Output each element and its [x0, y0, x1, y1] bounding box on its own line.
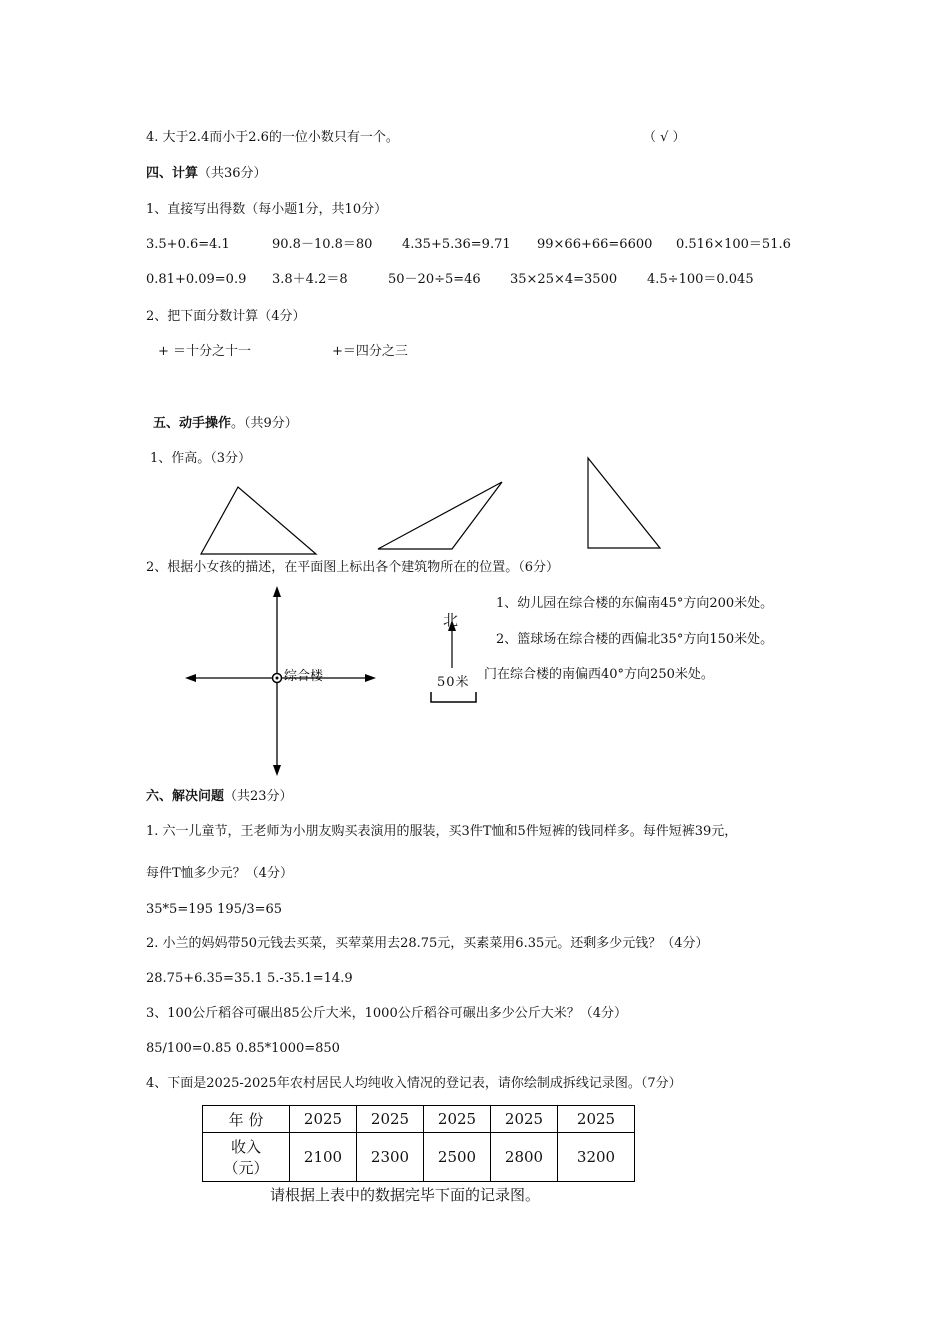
problem-3-answer: 85/100=0.85 0.85*1000=850	[146, 1041, 340, 1056]
calc-item: 4.5÷100＝0.045	[647, 272, 754, 287]
problem-2-text: 2. 小兰的妈妈带50元钱去买菜，买荤菜用去28.75元，买素菜用6.35元。还剩多少元钱？（4分）	[146, 936, 709, 951]
arrow-down-icon	[273, 765, 281, 776]
year-header: 年 份	[203, 1106, 290, 1133]
section-4-score: （共36分）	[198, 166, 267, 181]
triangle-1	[201, 487, 316, 554]
fraction-expr-1: + ＝十分之十一	[158, 344, 252, 359]
table-row-years	[203, 1106, 635, 1133]
year-cell: 2025	[424, 1106, 491, 1133]
income-cell: 2800	[491, 1133, 558, 1182]
fraction-expr-2: +＝四分之三	[332, 344, 408, 359]
section-4-title: 四、计算	[146, 166, 199, 181]
year-cell: 2025	[290, 1106, 357, 1133]
problem-1-line-2: 每件T恤多少元？（4分）	[146, 866, 293, 881]
problem-1-line-1: 1. 六一儿童节，王老师为小朋友购买表演用的服装，买3件T恤和5件短裤的钱同样多。每件短裤39元，	[146, 824, 738, 839]
calc-item: 3.5+0.6=4.1	[146, 237, 230, 252]
year-cell: 2025	[558, 1106, 635, 1133]
location-desc-2: 2、篮球场在综合楼的西偏北35°方向150米处。	[496, 632, 774, 647]
north-label: 北	[443, 611, 459, 629]
calc-item: 50－20÷5=46	[388, 272, 481, 287]
scale-bar	[431, 692, 476, 702]
income-header-line-1: 收入	[230, 1138, 261, 1156]
location-desc-3: 门在综合楼的南偏西40°方向250米处。	[484, 667, 714, 682]
section-6-heading	[146, 789, 293, 805]
arrow-left-icon	[185, 674, 196, 682]
problem-3-text: 3、100公斤稻谷可碾出85公斤大米，1000公斤稻谷可碾出多少公斤大米？（4分）	[146, 1006, 627, 1021]
income-table	[202, 1105, 635, 1182]
problem-1-answer: 35*5=195 195/3=65	[146, 902, 283, 917]
calc-item: 0.81+0.09=0.9	[146, 272, 247, 287]
income-cell: 2300	[357, 1133, 424, 1182]
operation-1-title: 1、作高。（3分）	[150, 451, 252, 466]
section-6-title: 六、解决问题	[146, 789, 225, 804]
income-header	[203, 1133, 290, 1182]
calc-item: 0.516×100＝51.6	[676, 237, 791, 252]
triangle-2	[378, 482, 502, 549]
triangle-3	[588, 458, 660, 548]
calc-1-title: 1、直接写出得数（每小题1分，共10分）	[146, 202, 388, 217]
problem-2-answer: 28.75+6.35=35.1 5.-35.1=14.9	[146, 971, 353, 986]
income-cell: 2500	[424, 1133, 491, 1182]
center-label: 综合楼	[284, 669, 324, 684]
question-4-answer: （ √ ）	[643, 130, 686, 145]
scale-label: 50米	[437, 675, 470, 690]
calc-item: 35×25×4=3500	[510, 272, 618, 287]
arrow-up-icon	[273, 586, 281, 597]
operation-2-title: 2、根据小女孩的描述，在平面图上标出各个建筑物所在的位置。（6分）	[146, 560, 560, 575]
location-desc-1: 1、幼儿园在综合楼的东偏南45°方向200米处。	[496, 596, 774, 611]
year-cell: 2025	[357, 1106, 424, 1133]
arrow-right-icon	[365, 674, 376, 682]
year-cell: 2025	[491, 1106, 558, 1133]
calc-item: 3.8＋4.2＝8	[272, 272, 348, 287]
calc-item: 4.35+5.36=9.71	[402, 237, 511, 252]
problem-4-text: 4、下面是2025-2025年农村居民人均纯收入情况的登记表，请你绘制成拆线记录图。（7分）	[146, 1076, 682, 1091]
section-5-title: 五、动手操作	[153, 416, 232, 431]
table-row-income	[203, 1133, 635, 1182]
calc-item: 90.8－10.8＝80	[272, 237, 373, 252]
income-header-line-2: （元）	[223, 1159, 269, 1177]
section-5-score: 。（共9分）	[231, 416, 298, 431]
calc-item: 99×66+66=6600	[537, 237, 653, 252]
calc-2-title: 2、把下面分数计算（4分）	[146, 309, 306, 324]
section-6-score: （共23分）	[224, 789, 293, 804]
question-4-text: 4. 大于2.4而小于2.6的一位小数只有一个。	[146, 130, 399, 145]
table-footer-instruction: 请根据上表中的数据完毕下面的记录图。	[270, 1186, 541, 1204]
income-cell: 3200	[558, 1133, 635, 1182]
income-cell: 2100	[290, 1133, 357, 1182]
